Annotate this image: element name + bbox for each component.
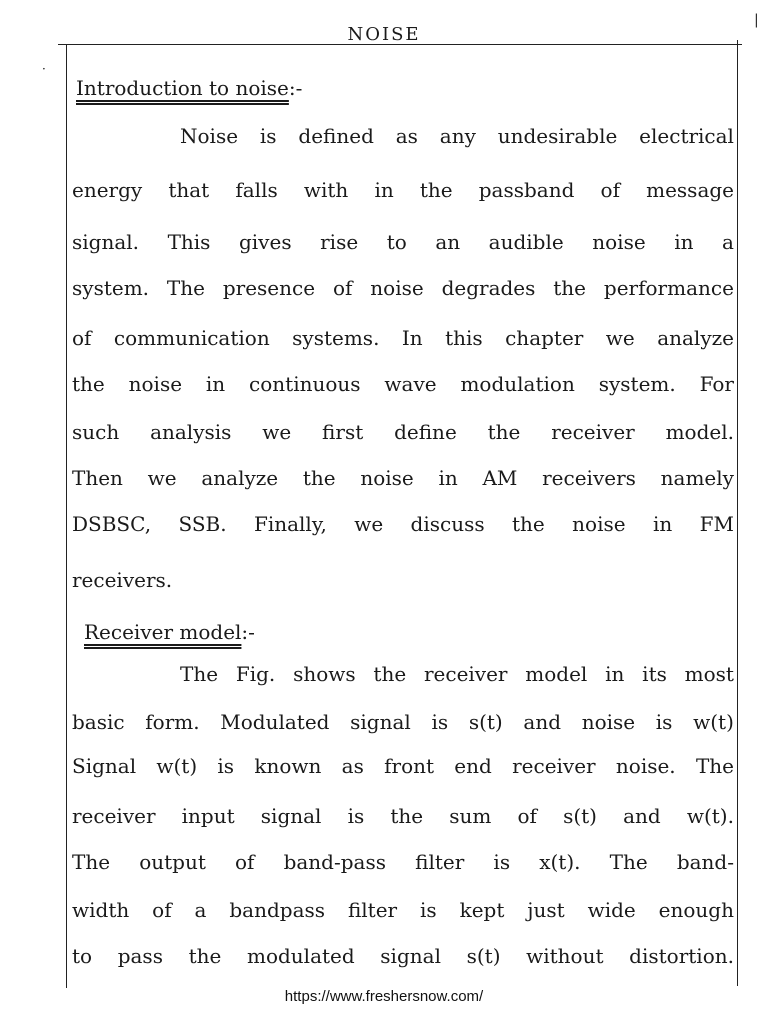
word: to	[72, 944, 93, 968]
word: an	[435, 230, 461, 254]
word: is	[347, 804, 365, 828]
word: and	[623, 804, 661, 828]
word: receivers	[542, 466, 636, 490]
word: first	[322, 420, 364, 444]
text-line	[72, 512, 734, 536]
word: noise	[581, 710, 636, 734]
word: DSBSC,	[72, 512, 152, 536]
word: is	[655, 710, 673, 734]
word: AM	[482, 466, 518, 490]
text-line	[72, 326, 734, 350]
word: Fig.	[235, 662, 276, 686]
word: of	[517, 804, 537, 828]
text-line	[72, 124, 734, 148]
word: bandpass	[229, 898, 326, 922]
word: presence	[222, 276, 316, 300]
word: modulation	[460, 372, 575, 396]
word: we	[605, 326, 635, 350]
word: wave	[384, 372, 437, 396]
word: communication	[113, 326, 270, 350]
word: s(t)	[468, 710, 503, 734]
word: band-	[676, 850, 734, 874]
word: w(t)	[693, 710, 734, 734]
word: modulated	[246, 944, 355, 968]
word: x(t).	[539, 850, 581, 874]
word: is	[420, 898, 437, 922]
word: defined	[298, 124, 374, 148]
word: The	[695, 754, 734, 778]
word: the	[419, 178, 453, 202]
word: in	[374, 178, 394, 202]
word: that	[168, 178, 210, 202]
word: signal	[350, 710, 411, 734]
section-heading-introduction	[76, 76, 302, 100]
word: as	[395, 124, 418, 148]
word: chapter	[505, 326, 584, 350]
word: SSB.	[178, 512, 227, 536]
word: without	[526, 944, 604, 968]
word: analysis	[150, 420, 232, 444]
word: filter	[415, 850, 465, 874]
word: the	[72, 372, 105, 396]
word: noise	[592, 230, 646, 254]
word: noise	[128, 372, 183, 396]
word: analyze	[201, 466, 279, 490]
word: width	[72, 898, 130, 922]
section-heading-receiver-model	[84, 620, 255, 644]
word: s(t)	[563, 804, 597, 828]
word: in	[652, 512, 673, 536]
word: the	[487, 420, 521, 444]
word: of	[152, 898, 172, 922]
word: audible	[488, 230, 564, 254]
text-line	[72, 898, 734, 922]
word: is	[431, 710, 449, 734]
word: The	[166, 276, 205, 300]
word: electrical	[639, 124, 734, 148]
word: sum	[449, 804, 492, 828]
word: is	[259, 124, 277, 148]
word: form.	[145, 710, 200, 734]
word: gives	[238, 230, 292, 254]
word: and	[523, 710, 562, 734]
word: falls	[235, 178, 278, 202]
word: a	[194, 898, 207, 922]
stray-mark: ·	[42, 62, 46, 76]
word: the	[302, 466, 336, 490]
word: receivers.	[72, 568, 173, 592]
word: shows	[293, 662, 356, 686]
section-heading-suffix: :-	[241, 620, 255, 644]
word: input	[181, 804, 235, 828]
right-margin-rule	[737, 40, 738, 986]
word: This	[167, 230, 211, 254]
word: of	[72, 326, 92, 350]
word: message	[646, 178, 734, 202]
word: signal	[260, 804, 322, 828]
word: model	[525, 662, 588, 686]
word: receiver	[551, 420, 635, 444]
text-line	[72, 230, 734, 254]
word: we	[147, 466, 177, 490]
word: is	[217, 754, 235, 778]
text-line	[72, 710, 734, 734]
word: band-pass	[283, 850, 386, 874]
word: Noise	[180, 124, 239, 148]
section-heading-suffix: :-	[288, 76, 303, 100]
word: w(t)	[156, 754, 198, 778]
word: model.	[665, 420, 734, 444]
word: enough	[658, 898, 734, 922]
word: in	[674, 230, 694, 254]
word: as	[341, 754, 364, 778]
word: its	[642, 662, 667, 686]
word: passband	[478, 178, 575, 202]
text-line	[72, 944, 734, 968]
word: continuous	[249, 372, 361, 396]
word: a	[722, 230, 734, 254]
word: receiver	[423, 662, 508, 686]
text-line	[72, 420, 734, 444]
word: filter	[347, 898, 398, 922]
word: The	[609, 850, 648, 874]
word: noise	[572, 512, 626, 536]
word: we	[354, 512, 384, 536]
word: in	[438, 466, 458, 490]
word: basic	[72, 710, 125, 734]
word: define	[394, 420, 457, 444]
text-line	[72, 850, 734, 874]
text-line	[72, 662, 734, 686]
word: energy	[72, 178, 143, 202]
word: Modulated	[220, 710, 330, 734]
page-title: NOISE	[347, 24, 421, 45]
word: just	[527, 898, 565, 922]
word: to	[386, 230, 407, 254]
word: with	[303, 178, 349, 202]
word: Signal	[72, 754, 137, 778]
word: The	[180, 662, 219, 686]
word: distortion.	[629, 944, 734, 968]
word: s(t)	[466, 944, 501, 968]
word: The	[72, 850, 111, 874]
word: Then	[72, 466, 123, 490]
word: receiver	[512, 754, 596, 778]
text-line	[72, 178, 734, 202]
word: of	[235, 850, 255, 874]
word: of	[332, 276, 353, 300]
word: pass	[117, 944, 163, 968]
text-line	[72, 372, 734, 396]
word: most	[684, 662, 734, 686]
left-margin-rule	[66, 44, 67, 988]
section-heading-text: Receiver model	[84, 620, 242, 644]
word: any	[439, 124, 476, 148]
word: system.	[72, 276, 150, 300]
word: performance	[603, 276, 734, 300]
word: such	[72, 420, 120, 444]
word: In	[401, 326, 423, 350]
word: output	[139, 850, 206, 874]
word: the	[553, 276, 587, 300]
word: degrades	[441, 276, 536, 300]
word: the	[390, 804, 424, 828]
word: noise.	[615, 754, 676, 778]
corner-mark: |	[754, 12, 759, 28]
word: wide	[587, 898, 636, 922]
text-line	[72, 466, 734, 490]
word: is	[493, 850, 511, 874]
word: rise	[320, 230, 359, 254]
text-line	[72, 276, 734, 300]
word: the	[188, 944, 222, 968]
footer-url: https://www.freshersnow.com/	[284, 988, 484, 1005]
word: analyze	[657, 326, 734, 350]
word: in	[205, 372, 226, 396]
word: we	[262, 420, 292, 444]
word: discuss	[410, 512, 485, 536]
word: in	[605, 662, 625, 686]
section-heading-text: Introduction to noise	[76, 76, 289, 100]
word: namely	[660, 466, 734, 490]
word: signal.	[72, 230, 140, 254]
word: undesirable	[497, 124, 618, 148]
word: the	[512, 512, 545, 536]
word: noise	[360, 466, 414, 490]
word: signal	[380, 944, 441, 968]
word: Finally,	[253, 512, 327, 536]
word: w(t).	[686, 804, 734, 828]
word: receiver	[72, 804, 156, 828]
word: this	[445, 326, 483, 350]
word: noise	[370, 276, 424, 300]
text-line	[72, 754, 734, 778]
word: known	[254, 754, 322, 778]
word: For	[699, 372, 734, 396]
word: FM	[699, 512, 734, 536]
word: kept	[459, 898, 505, 922]
word: system.	[598, 372, 676, 396]
word: systems.	[292, 326, 380, 350]
word: the	[373, 662, 407, 686]
word: front	[384, 754, 435, 778]
word: end	[454, 754, 492, 778]
text-line	[72, 568, 734, 592]
text-line	[72, 804, 734, 828]
word: of	[600, 178, 620, 202]
